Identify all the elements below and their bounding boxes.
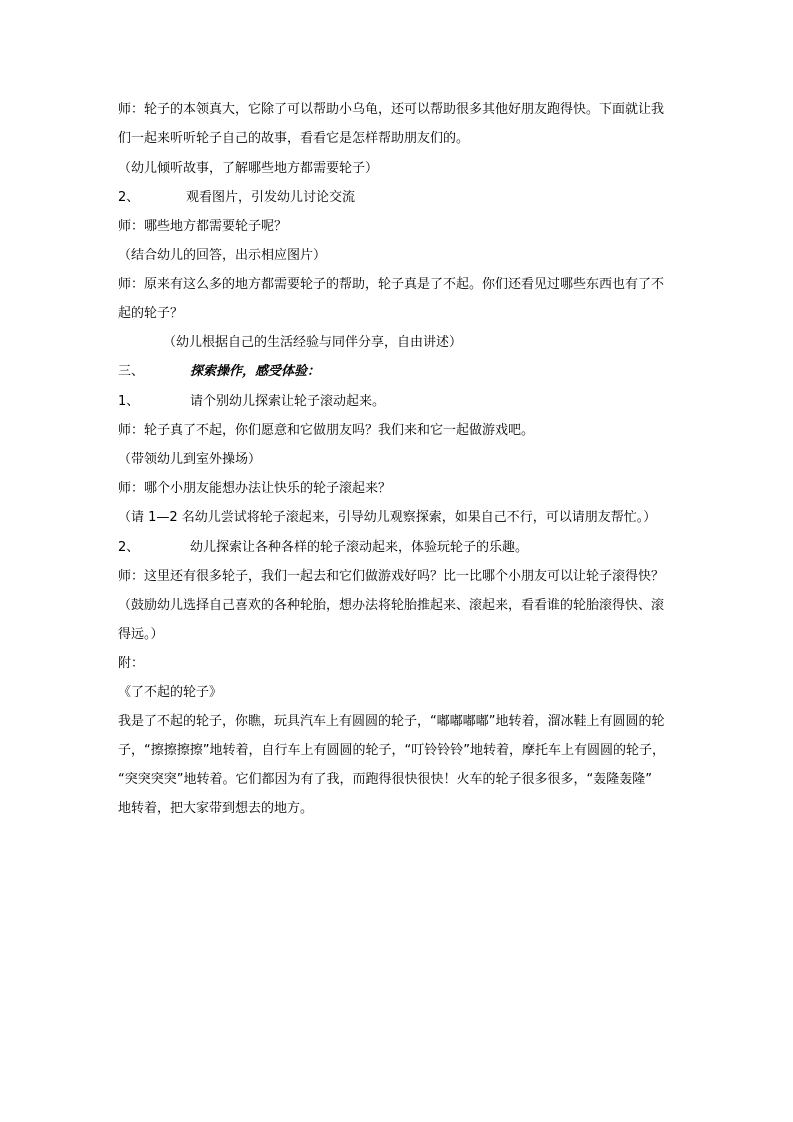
paragraph-line: 地转着，把大家带到想去的地方。: [118, 801, 314, 816]
paragraph-line: 得远。）: [118, 627, 164, 642]
paragraph-line: 师：哪些地方都需要轮子呢？: [118, 219, 288, 234]
list-text: 请个别幼儿探索让轮子滚动起来。: [190, 394, 386, 409]
paragraph-line: 师：轮子真了不起，你们愿意和它做朋友吗？我们来和它一起做游戏吧。: [118, 423, 535, 438]
list-text: 幼儿探索让各种各样的轮子滚动起来，体验玩轮子的乐趣。: [190, 540, 529, 555]
paragraph-line: 附：: [118, 656, 145, 671]
paragraph-line: 师：轮子的本领真大，它除了可以帮助小乌龟，还可以帮助很多其他好朋友跑得快。下面就让我: [118, 102, 665, 117]
paragraph-line: （请 1—2 名幼儿尝试将轮子滚起来，引导幼儿观察探索，如果自己不行，可以请朋友帮忙。）: [118, 510, 657, 525]
paragraph-line: 起的轮子？: [118, 306, 184, 321]
paragraph-line: 师：原来有这么多的地方都需要轮子的帮助，轮子真是了不起。你们还看见过哪些东西也有了不: [118, 277, 665, 292]
paragraph-line: （带领幼儿到室外操场）: [118, 452, 262, 467]
list-number: 2、: [118, 190, 140, 205]
paragraph-line: 我是了不起的轮子，你瞧，玩具汽车上有圆圆的轮子，“嘟嘟嘟嘟”地转着，溜冰鞋上有圆圆的轮: [118, 714, 665, 729]
paragraph-line: （结合幼儿的回答，出示相应图片）: [118, 248, 327, 263]
paragraph-line: （鼓励幼儿选择自己喜欢的各种轮胎，想办法将轮胎推起来、滚起来，看看谁的轮胎滚得快、滚: [118, 598, 665, 613]
list-item: [118, 190, 355, 206]
paragraph-line: （幼儿倾听故事，了解哪些地方都需要轮子）: [118, 161, 379, 176]
story-title: 《了不起的轮子》: [118, 685, 223, 700]
paragraph-line: 师：哪个小朋友能想办法让快乐的轮子滚起来？: [118, 481, 392, 496]
paragraph-line: （幼儿根据自己的生活经验与同伴分享，自由讲述）: [163, 335, 463, 350]
section-number: 三、: [118, 364, 145, 379]
list-item: [118, 540, 528, 556]
list-text: 观看图片，引发幼儿讨论交流: [186, 190, 356, 205]
paragraph-line: 子，“擦擦擦擦”地转着，自行车上有圆圆的轮子，“叮铃铃铃”地转着，摩托车上有圆圆的轮子，: [118, 743, 665, 758]
paragraph-line: 们一起来听听轮子自己的故事，看看它是怎样帮助朋友们的。: [118, 131, 470, 146]
list-number: 1、: [118, 394, 140, 409]
list-item: [118, 394, 385, 410]
section-title: 探索操作，感受体验：: [190, 364, 321, 379]
paragraph-line: “突突突突”地转着。它们都因为有了我，而跑得很快很快！火车的轮子很多很多，“轰隆轰隆”: [118, 772, 652, 787]
paragraph-line: 师：这里还有很多轮子，我们一起去和它们做游戏好吗？比一比哪个小朋友可以让轮子滚得快？: [118, 569, 665, 584]
section-heading: [118, 364, 320, 380]
list-number: 2、: [118, 540, 140, 555]
